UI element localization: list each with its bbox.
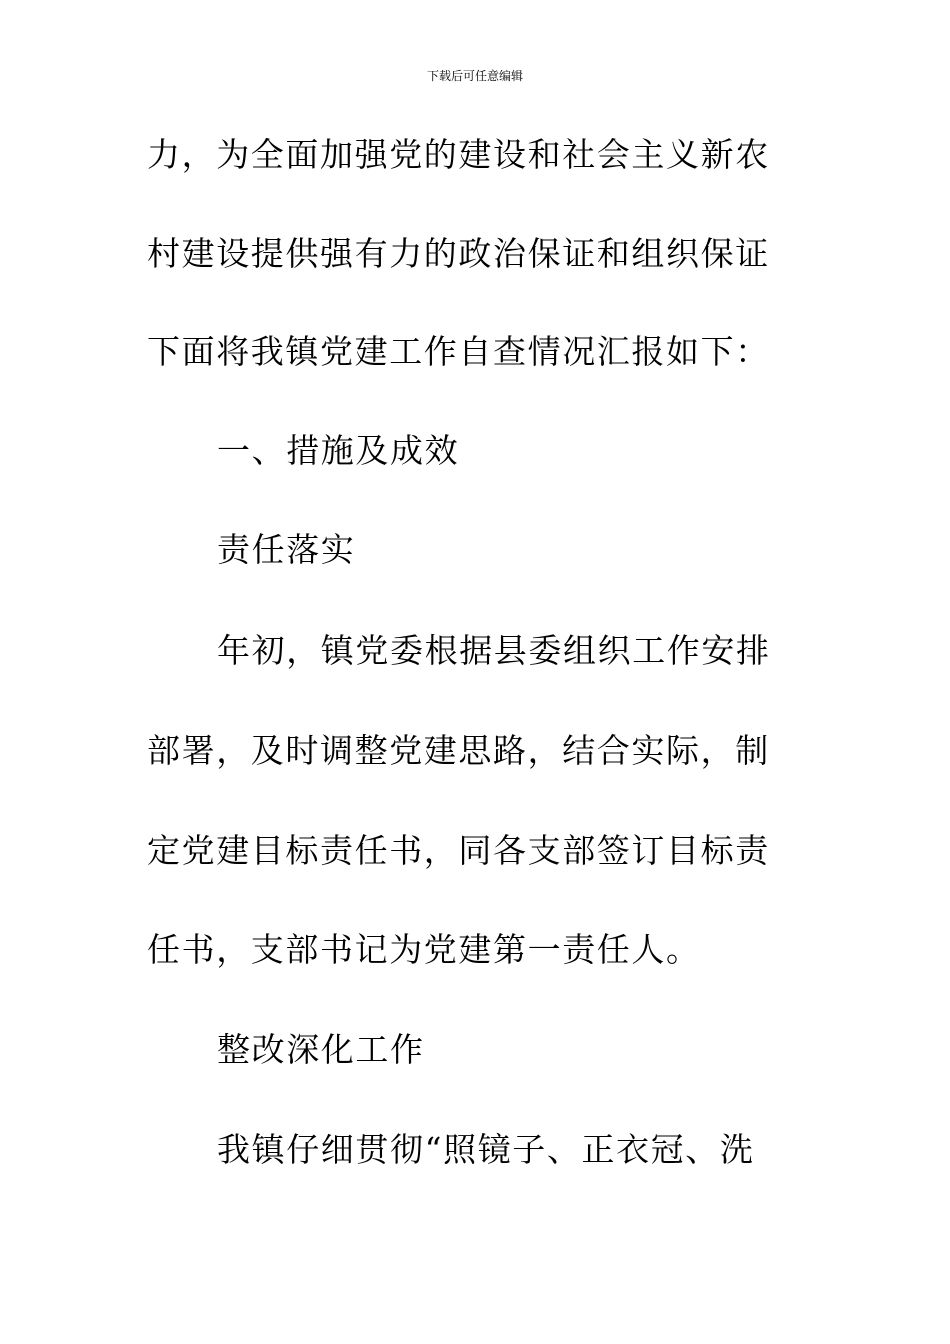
paragraph-line: 下面将我镇党建工作自查情况汇报如下：	[147, 332, 770, 371]
paragraph-line: 年初，镇党委根据县委组织工作安排	[217, 631, 771, 670]
paragraph-line: 部署，及时调整党建思路，结合实际，制	[147, 731, 770, 770]
paragraph-line: 我镇仔细贯彻“照镜子、正衣冠、洗	[217, 1130, 755, 1169]
paragraph-line: 力，为全面加强党的建设和社会主义新农	[147, 135, 770, 174]
subsection-heading: 整改深化工作	[217, 1030, 425, 1069]
paragraph-line: 定党建目标责任书，同各支部签订目标责	[147, 831, 770, 870]
paragraph-line: 村建设提供强有力的政治保证和组织保证	[147, 234, 770, 273]
page-header: 下载后可任意编辑	[426, 69, 523, 83]
subsection-heading: 责任落实	[217, 530, 356, 569]
paragraph-line: 任书，支部书记为党建第一责任人。	[147, 930, 701, 969]
section-heading: 一、措施及成效	[217, 431, 460, 470]
